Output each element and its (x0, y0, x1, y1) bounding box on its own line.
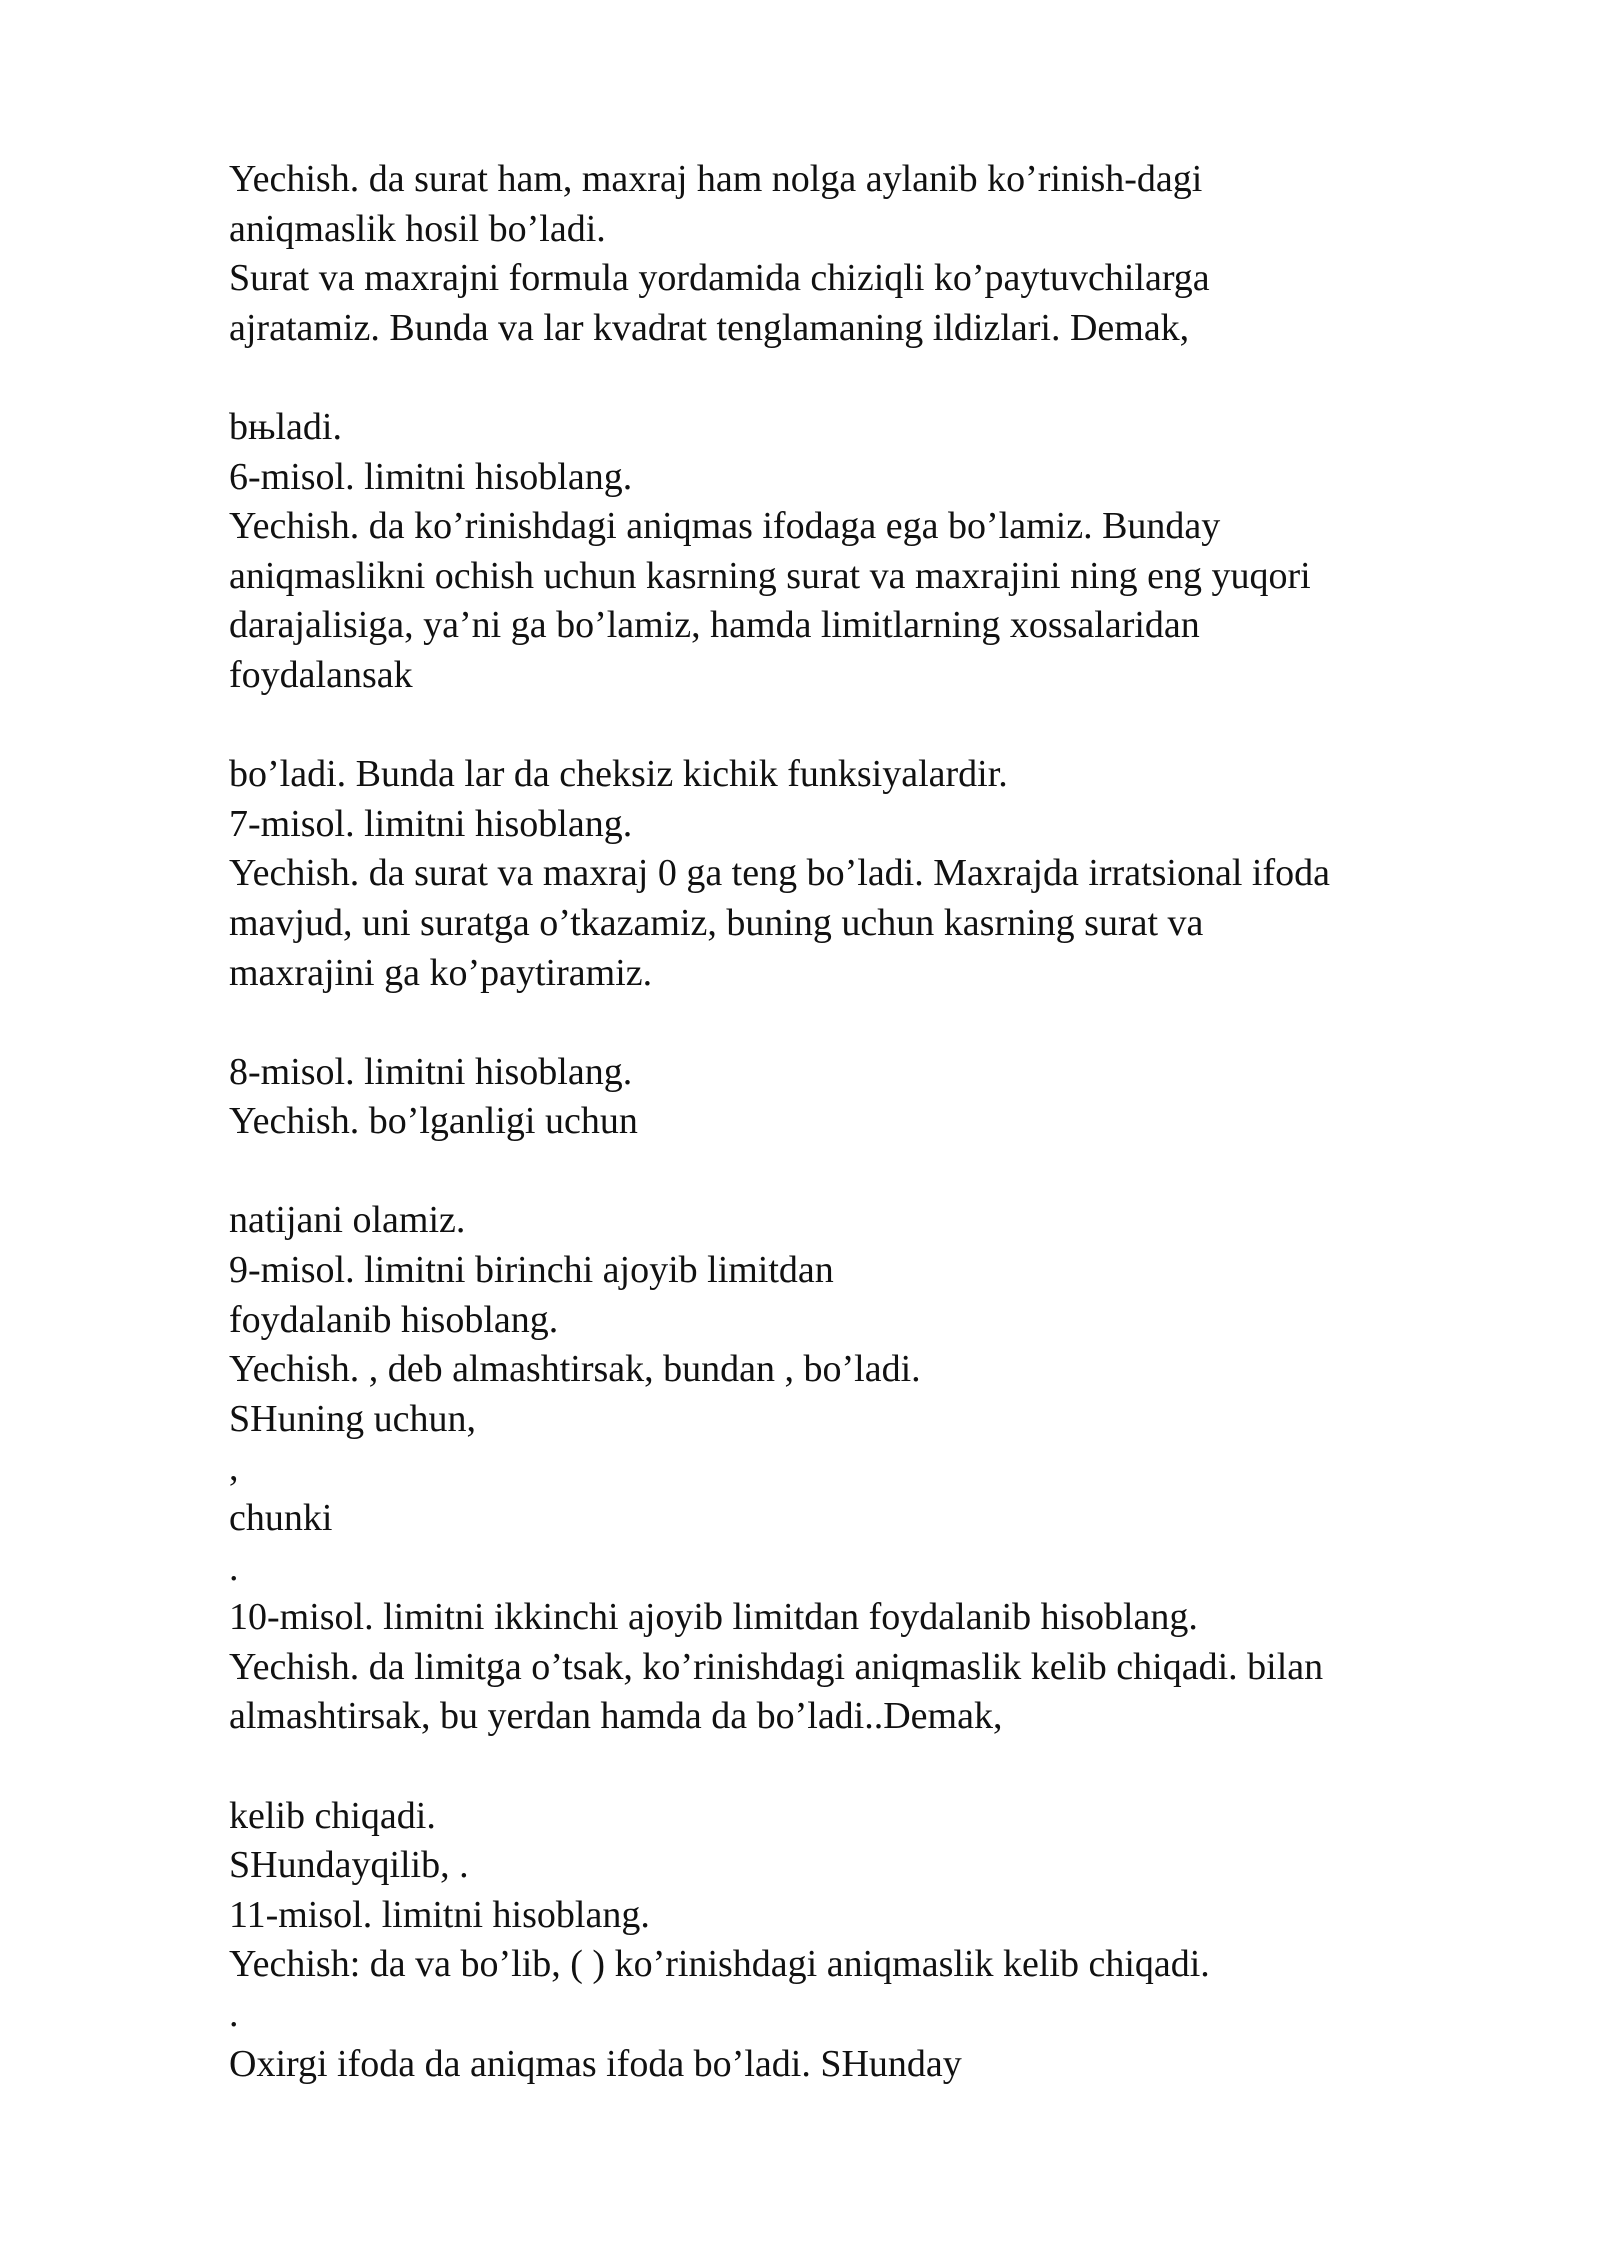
text-line: kelib chiqadi. (229, 1794, 436, 1837)
text-line: Yechish. da surat va maxraj 0 ga teng bo’ladi. Maxrajda irratsional ifoda (229, 852, 1330, 895)
text-line: aniqmaslikni ochish uchun kasrning surat va maxrajini ning eng yuqori (229, 554, 1311, 597)
blank-line (229, 998, 1529, 1048)
text-line: Oxirgi ifoda da aniqmas ifoda bo’ladi. SHunday (229, 2042, 962, 2085)
text-line: Surat va maxrajni formula yordamida chiziqli ko’paytuvchilarga (229, 257, 1210, 300)
text-line: chunki (229, 1497, 333, 1540)
text-line: mavjud, uni suratga o’tkazamiz, buning uchun kasrning surat va (229, 901, 1204, 944)
text-line: . (229, 1992, 239, 2035)
text-line: SHuning uchun, (229, 1397, 476, 1440)
blank-line (229, 1742, 1529, 1792)
text-line: 10-misol. limitni ikkinchi ajoyib limitdan foydalanib hisoblang. (229, 1596, 1198, 1639)
document-body (229, 155, 1529, 2089)
text-line: ajratamiz. Bunda va lar kvadrat tenglamaning ildizlari. Demak, (229, 306, 1190, 349)
text-line: bњladi. (229, 405, 342, 448)
text-line: 8-misol. limitni hisoblang. (229, 1050, 633, 1093)
text-line: Yechish. da limitga o’tsak, ko’rinishdagi aniqmaslik kelib chiqadi. bilan (229, 1645, 1324, 1688)
text-line: , (229, 1447, 239, 1490)
text-line: Yechish: da va bo’lib, ( ) ko’rinishdagi aniqmaslik kelib chiqadi. (229, 1943, 1210, 1986)
text-line: bo’ladi. Bunda lar da cheksiz kichik funksiyalardir. (229, 753, 1008, 796)
text-line: foydalanib hisoblang. (229, 1298, 559, 1341)
text-line: . (229, 1546, 239, 1589)
text-line: natijani olamiz. (229, 1199, 466, 1242)
text-line: almashtirsak, bu yerdan hamda da bo’ladi..Demak, (229, 1695, 1003, 1738)
text-line: Yechish. , deb almashtirsak, bundan , bo’ladi. (229, 1348, 921, 1391)
text-line: SHundayqilib, . (229, 1844, 469, 1887)
text-line: 7-misol. limitni hisoblang. (229, 802, 633, 845)
text-line: foydalansak (229, 653, 413, 696)
text-line: 9-misol. limitni birinchi ajoyib limitdan (229, 1249, 834, 1292)
text-line: 6-misol. limitni hisoblang. (229, 455, 633, 498)
blank-line (229, 1147, 1529, 1197)
text-line: Yechish. bo’lganligi uchun (229, 1100, 638, 1143)
blank-line (229, 701, 1529, 751)
blank-line (229, 353, 1529, 403)
text-line: maxrajini ga ko’paytiramiz. (229, 951, 653, 994)
text-line: darajalisiga, ya’ni ga bo’lamiz, hamda limitlarning xossalaridan (229, 604, 1200, 647)
text-line: aniqmaslik hosil bo’ladi. (229, 207, 606, 250)
text-line: Yechish. da surat ham, maxraj ham nolga aylanib ko’rinish-dagi (229, 158, 1203, 200)
text-line: 11-misol. limitni hisoblang. (229, 1893, 650, 1936)
text-line: Yechish. da ko’rinishdagi aniqmas ifodaga ega bo’lamiz. Bunday (229, 505, 1221, 548)
